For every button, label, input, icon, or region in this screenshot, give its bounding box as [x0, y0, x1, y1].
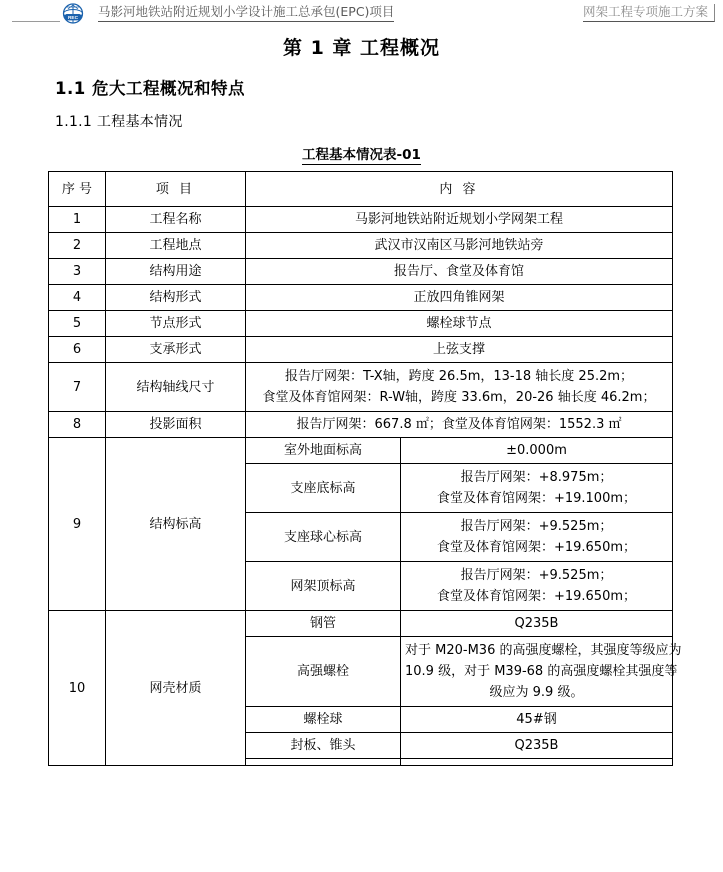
row-number: 4: [49, 285, 106, 311]
column-header-item: 项 目: [106, 172, 246, 207]
value-line: 食堂及体育馆网架：+19.650m；: [436, 589, 637, 604]
subrow-value: [401, 759, 673, 766]
subrow-value: [401, 733, 673, 759]
table-caption-text: 工程基本情况表-01: [302, 147, 421, 163]
subrow-label: 支座球心标高: [246, 513, 401, 562]
row-number: 1: [49, 207, 106, 233]
subrow-value: [401, 637, 682, 707]
row-value: 报告厅、食堂及体育馆: [246, 259, 673, 285]
row-value: 马影河地铁站附近规划小学网架工程: [246, 207, 673, 233]
subrow-value: [401, 611, 673, 637]
row-item-label: 工程名称: [106, 207, 246, 233]
subrow-value: [401, 464, 673, 513]
value-line: 45#钢: [516, 712, 557, 727]
table-caption: [0, 145, 723, 165]
row-number: 7: [49, 363, 106, 412]
header-document-title: 网架工程专项施工方案: [583, 4, 715, 22]
row-value: 上弦支撑: [246, 337, 673, 363]
subrow-label: 高强螺栓: [246, 637, 401, 707]
value-line: Q235B: [514, 616, 559, 631]
row-number: 10: [49, 611, 106, 766]
table-row: [49, 337, 673, 363]
chapter-title: 第 1 章 工程概况: [282, 37, 441, 59]
table-wrapper: [48, 171, 682, 766]
table-row: [49, 363, 673, 412]
row-item-label: 网壳材质: [106, 611, 246, 766]
row-value: 螺栓球节点: [246, 311, 673, 337]
table-row: [49, 285, 673, 311]
subrow-label: 封板、锥头: [246, 733, 401, 759]
row-number: 2: [49, 233, 106, 259]
subrow-value: [401, 513, 673, 562]
project-basic-info-table: [48, 171, 682, 766]
table-row: [49, 311, 673, 337]
value-line: 对于 M20-M36 的高强度螺栓，其强度等级应为: [405, 643, 682, 658]
subrow-label: 螺栓球: [246, 707, 401, 733]
row-item-label: 结构轴线尺寸: [106, 363, 246, 412]
section-heading-1-1: 1.1 危大工程概况和特点: [55, 79, 245, 98]
subrow-label: 支座底标高: [246, 464, 401, 513]
value-line: 10.9 级，对于 M39-68 的高强度螺栓其强度等: [405, 664, 678, 679]
row-number: 3: [49, 259, 106, 285]
table-body-simple: [49, 207, 673, 438]
subrow-label: 网架顶标高: [246, 562, 401, 611]
table-row: [49, 233, 673, 259]
table-row: [49, 259, 673, 285]
subrow-label: 钢管: [246, 611, 401, 637]
page-running-header: [0, 0, 723, 26]
table-row: [49, 412, 673, 438]
row-value: 正放四角锥网架: [246, 285, 673, 311]
table-row: [49, 207, 673, 233]
subrow-value: [401, 438, 673, 464]
value-line: 食堂及体育馆网架：+19.100m；: [436, 491, 637, 506]
value-line: 食堂及体育馆网架：R-W轴，跨度 33.6m，20-26 轴长度 46.2m；: [262, 390, 656, 405]
subrow-label: 室外地面标高: [246, 438, 401, 464]
row-item-label: 结构用途: [106, 259, 246, 285]
column-header-no: 序 号: [49, 172, 106, 207]
value-line: 级应为 9.9 级。: [489, 685, 584, 700]
svg-text:REC: REC: [67, 15, 79, 21]
value-line: ±0.000m: [506, 443, 567, 458]
subrow-value: [401, 562, 673, 611]
value-line: 报告厅网架：+9.525m；: [460, 519, 613, 534]
row-item-label: 支承形式: [106, 337, 246, 363]
row-item-label: 投影面积: [106, 412, 246, 438]
value-line: 食堂及体育馆网架：+19.650m；: [436, 540, 637, 555]
header-project-title: 马影河地铁站附近规划小学设计施工总承包(EPC)项目: [98, 4, 394, 22]
table-header-row: [49, 172, 673, 207]
table-body-groups: [49, 438, 682, 766]
row-number: 9: [49, 438, 106, 611]
value-line: Q235B: [514, 738, 559, 753]
row-number: 5: [49, 311, 106, 337]
subrow-label: [246, 759, 401, 766]
section-heading-1-1-1: 1.1.1 工程基本情况: [55, 114, 183, 130]
reci-logo-icon: [62, 3, 84, 24]
row-number: 8: [49, 412, 106, 438]
value-line: 报告厅网架：T-X轴，跨度 26.5m，13-18 轴长度 25.2m；: [284, 369, 634, 384]
header-left-rule: [12, 21, 60, 22]
value-line: 报告厅网架：+9.525m；: [460, 568, 613, 583]
row-item-label: 结构形式: [106, 285, 246, 311]
row-number: 6: [49, 337, 106, 363]
row-value: 报告厅网架：667.8 ㎡；食堂及体育馆网架：1552.3 ㎡: [246, 412, 673, 438]
subrow-value: [401, 707, 673, 733]
row-value: [246, 363, 673, 412]
table-row: [49, 438, 673, 464]
value-line: 报告厅网架：+8.975m；: [460, 470, 613, 485]
row-item-label: 结构标高: [106, 438, 246, 611]
row-item-label: 节点形式: [106, 311, 246, 337]
row-value: 武汉市汉南区马影河地铁站旁: [246, 233, 673, 259]
table-row: [49, 611, 673, 637]
row-item-label: 工程地点: [106, 233, 246, 259]
column-header-content: 内 容: [246, 172, 673, 207]
